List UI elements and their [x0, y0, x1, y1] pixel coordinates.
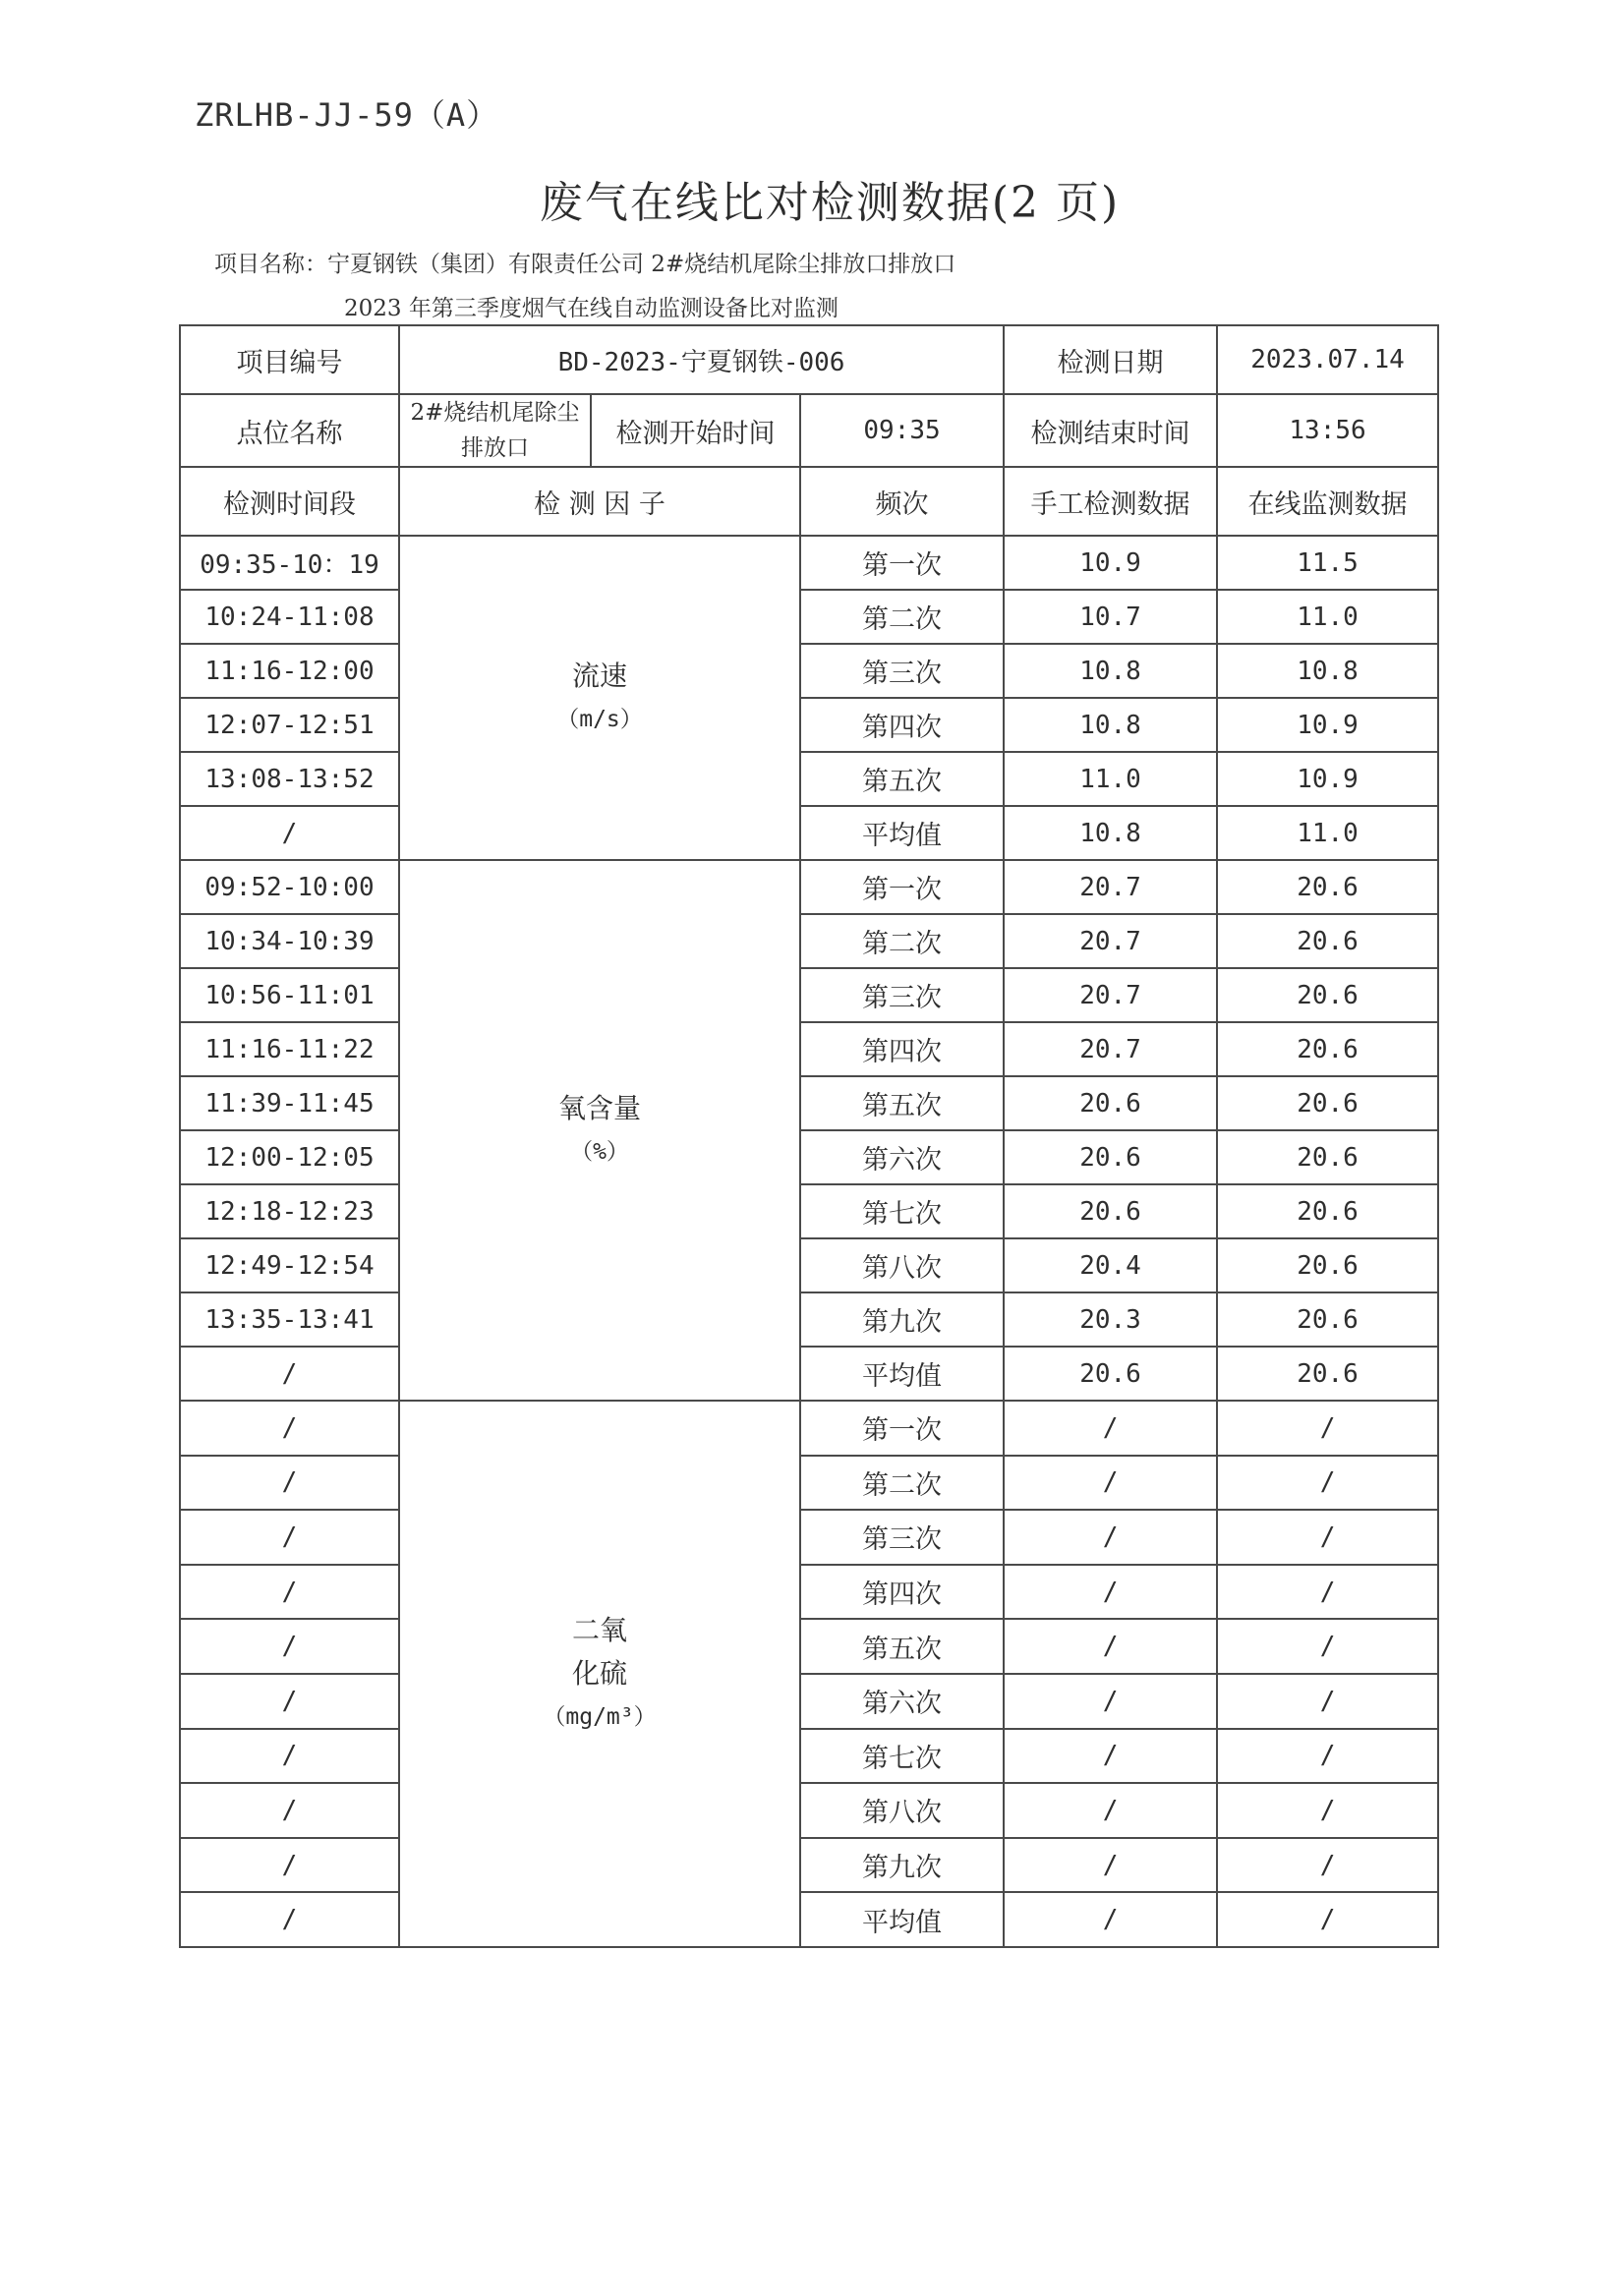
table-row [180, 1130, 1438, 1184]
frequency-cell: 第五次 [800, 1619, 1004, 1674]
period-cell: / [180, 1510, 399, 1565]
column-header-period: 检测时间段 [180, 467, 399, 536]
online-value-cell: / [1217, 1892, 1438, 1947]
frequency-cell: 第九次 [800, 1838, 1004, 1893]
column-header-online: 在线监测数据 [1217, 467, 1438, 536]
online-value-cell: / [1217, 1565, 1438, 1620]
online-value-cell: / [1217, 1838, 1438, 1893]
manual-value-cell: / [1004, 1729, 1217, 1784]
frequency-cell: 第三次 [800, 644, 1004, 698]
frequency-cell: 第五次 [800, 1076, 1004, 1130]
frequency-cell: 第七次 [800, 1729, 1004, 1784]
frequency-cell: 平均值 [800, 806, 1004, 860]
manual-value-cell: / [1004, 1456, 1217, 1511]
period-cell: / [180, 1565, 399, 1620]
online-value-cell: 10.9 [1217, 698, 1438, 752]
period-cell: 09:35-10：19 [180, 536, 399, 590]
manual-value-cell: 10.8 [1004, 698, 1217, 752]
table-row [180, 590, 1438, 644]
end-time-value: 13:56 [1217, 394, 1438, 467]
period-cell: 11:16-11:22 [180, 1022, 399, 1076]
frequency-cell: 第四次 [800, 1565, 1004, 1620]
factor-unit: （mg/m³） [543, 1703, 657, 1730]
table-row [180, 806, 1438, 860]
table-row [180, 1076, 1438, 1130]
period-cell: / [180, 1783, 399, 1838]
period-cell: 13:35-13:41 [180, 1292, 399, 1347]
online-value-cell: / [1217, 1510, 1438, 1565]
online-value-cell: 20.6 [1217, 968, 1438, 1022]
frequency-cell: 第二次 [800, 914, 1004, 968]
manual-value-cell: 20.6 [1004, 1347, 1217, 1401]
online-value-cell: 20.6 [1217, 914, 1438, 968]
online-value-cell: / [1217, 1456, 1438, 1511]
period-cell: 10:24-11:08 [180, 590, 399, 644]
table-row [180, 1347, 1438, 1401]
period-cell: 12:00-12:05 [180, 1130, 399, 1184]
comparison-data-table [179, 324, 1437, 1948]
manual-value-cell: / [1004, 1510, 1217, 1565]
online-value-cell: 10.8 [1217, 644, 1438, 698]
frequency-cell: 第三次 [800, 968, 1004, 1022]
manual-value-cell: 10.9 [1004, 536, 1217, 590]
frequency-cell: 第一次 [800, 536, 1004, 590]
online-value-cell: 11.5 [1217, 536, 1438, 590]
period-cell: 10:56-11:01 [180, 968, 399, 1022]
factor-cell [399, 536, 800, 860]
factor-unit: （%） [570, 1139, 629, 1165]
manual-value-cell: 20.3 [1004, 1292, 1217, 1347]
period-cell: / [180, 1892, 399, 1947]
manual-value-cell: / [1004, 1619, 1217, 1674]
frequency-cell: 第八次 [800, 1238, 1004, 1292]
frequency-cell: 第五次 [800, 752, 1004, 806]
online-value-cell: / [1217, 1729, 1438, 1784]
online-value-cell: / [1217, 1783, 1438, 1838]
factor-cell [399, 860, 800, 1401]
period-cell: / [180, 1619, 399, 1674]
table-row [180, 1619, 1438, 1674]
period-cell: / [180, 1401, 399, 1456]
project-no-label: 项目编号 [180, 325, 399, 394]
table-row [180, 1401, 1438, 1456]
manual-value-cell: 20.7 [1004, 860, 1217, 914]
table-row [180, 860, 1438, 914]
manual-value-cell: 20.6 [1004, 1184, 1217, 1238]
table-row [180, 1456, 1438, 1511]
period-cell: 12:07-12:51 [180, 698, 399, 752]
period-cell: 11:16-12:00 [180, 644, 399, 698]
period-cell: / [180, 1674, 399, 1729]
frequency-cell: 平均值 [800, 1892, 1004, 1947]
site-label: 点位名称 [180, 394, 399, 467]
column-header-manual: 手工检测数据 [1004, 467, 1217, 536]
online-value-cell: 20.6 [1217, 1184, 1438, 1238]
factor-name: 流速 [571, 660, 627, 692]
project-subtitle-line: 2023 年第三季度烟气在线自动监测设备比对监测 [344, 296, 839, 321]
online-value-cell: 10.9 [1217, 752, 1438, 806]
table-row [180, 698, 1438, 752]
frequency-cell: 平均值 [800, 1347, 1004, 1401]
manual-value-cell: / [1004, 1892, 1217, 1947]
frequency-cell: 第四次 [800, 1022, 1004, 1076]
factor-name: 氧含量 [557, 1092, 641, 1124]
manual-value-cell: 20.6 [1004, 1130, 1217, 1184]
date-value: 2023.07.14 [1217, 325, 1438, 394]
table-row [180, 1783, 1438, 1838]
table-row [180, 1729, 1438, 1784]
online-value-cell: 20.6 [1217, 1292, 1438, 1347]
online-value-cell: 20.6 [1217, 1347, 1438, 1401]
online-value-cell: 20.6 [1217, 1130, 1438, 1184]
frequency-cell: 第二次 [800, 590, 1004, 644]
online-value-cell: 20.6 [1217, 1076, 1438, 1130]
table-row [180, 1565, 1438, 1620]
period-cell: 12:18-12:23 [180, 1184, 399, 1238]
end-time-label: 检测结束时间 [1004, 394, 1217, 467]
manual-value-cell: 11.0 [1004, 752, 1217, 806]
date-label: 检测日期 [1004, 325, 1217, 394]
online-value-cell: 20.6 [1217, 1022, 1438, 1076]
frequency-cell: 第七次 [800, 1184, 1004, 1238]
online-value-cell: / [1217, 1674, 1438, 1729]
factor-cell [399, 1401, 800, 1947]
frequency-cell: 第六次 [800, 1674, 1004, 1729]
table-row [180, 1838, 1438, 1893]
manual-value-cell: 10.8 [1004, 806, 1217, 860]
manual-value-cell: 20.7 [1004, 968, 1217, 1022]
table-row [180, 1022, 1438, 1076]
period-cell: / [180, 1347, 399, 1401]
table-row [180, 968, 1438, 1022]
period-cell: / [180, 1456, 399, 1511]
table-row [180, 644, 1438, 698]
frequency-cell: 第三次 [800, 1510, 1004, 1565]
online-value-cell: / [1217, 1619, 1438, 1674]
online-value-cell: 11.0 [1217, 806, 1438, 860]
manual-value-cell: 10.8 [1004, 644, 1217, 698]
frequency-cell: 第一次 [800, 860, 1004, 914]
manual-value-cell: / [1004, 1674, 1217, 1729]
start-time-value: 09:35 [800, 394, 1004, 467]
table-row [180, 1510, 1438, 1565]
project-no-value: BD-2023-宁夏钢铁-006 [399, 325, 1004, 394]
manual-value-cell: / [1004, 1783, 1217, 1838]
manual-value-cell: / [1004, 1565, 1217, 1620]
table-row [180, 1674, 1438, 1729]
period-cell: 10:34-10:39 [180, 914, 399, 968]
frequency-cell: 第六次 [800, 1130, 1004, 1184]
period-cell: / [180, 1729, 399, 1784]
period-cell: / [180, 806, 399, 860]
frequency-cell: 第二次 [800, 1456, 1004, 1511]
table-row [180, 1892, 1438, 1947]
frequency-cell: 第九次 [800, 1292, 1004, 1347]
period-cell: 13:08-13:52 [180, 752, 399, 806]
table-row [180, 914, 1438, 968]
factor-unit: （m/s） [556, 707, 643, 732]
period-cell: 09:52-10:00 [180, 860, 399, 914]
document-code: ZRLHB-JJ-59（A） [195, 96, 499, 134]
online-value-cell: / [1217, 1401, 1438, 1456]
frequency-cell: 第一次 [800, 1401, 1004, 1456]
manual-value-cell: / [1004, 1838, 1217, 1893]
frequency-cell: 第八次 [800, 1783, 1004, 1838]
period-cell: 12:49-12:54 [180, 1238, 399, 1292]
column-header-factor: 检 测 因 子 [399, 467, 800, 536]
online-value-cell: 20.6 [1217, 1238, 1438, 1292]
table-row [180, 1292, 1438, 1347]
table-row [180, 752, 1438, 806]
frequency-cell: 第四次 [800, 698, 1004, 752]
manual-value-cell: 20.6 [1004, 1076, 1217, 1130]
table-row [180, 1238, 1438, 1292]
period-cell: / [180, 1838, 399, 1893]
project-name-line: 项目名称：宁夏钢铁（集团）有限责任公司 2#烧结机尾除尘排放口排放口 [214, 252, 956, 277]
period-cell: 11:39-11:45 [180, 1076, 399, 1130]
online-value-cell: 11.0 [1217, 590, 1438, 644]
column-header-frequency: 频次 [800, 467, 1004, 536]
manual-value-cell: 20.7 [1004, 1022, 1217, 1076]
site-value: 2#烧结机尾除尘排放口 [399, 394, 591, 467]
table-row [180, 536, 1438, 590]
table-row [180, 1184, 1438, 1238]
start-time-label: 检测开始时间 [591, 394, 800, 467]
page-title: 废气在线比对检测数据(2 页) [539, 178, 1121, 228]
manual-value-cell: 20.7 [1004, 914, 1217, 968]
manual-value-cell: 20.4 [1004, 1238, 1217, 1292]
online-value-cell: 20.6 [1217, 860, 1438, 914]
factor-name: 二氧化硫 [571, 1613, 627, 1690]
manual-value-cell: / [1004, 1401, 1217, 1456]
manual-value-cell: 10.7 [1004, 590, 1217, 644]
